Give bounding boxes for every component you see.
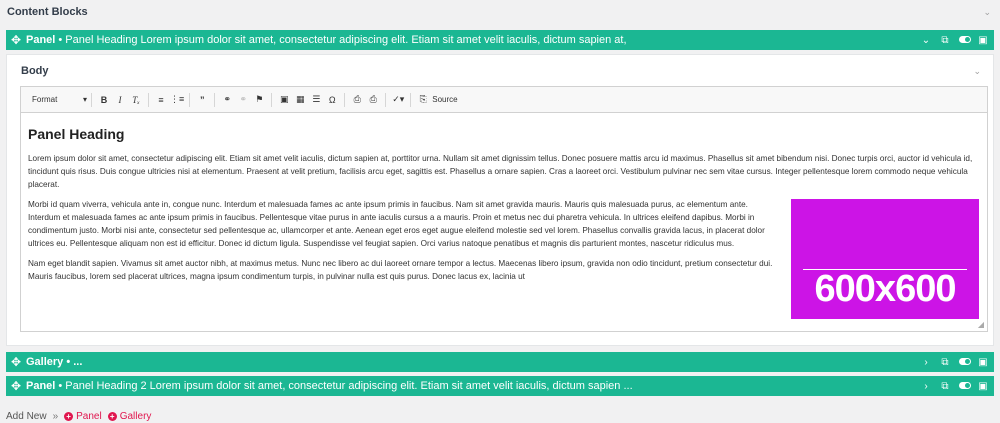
source-button[interactable]: Source [432,95,458,104]
table-icon[interactable]: ▦ [296,94,305,104]
editor-content[interactable] [21,114,987,319]
italic-button[interactable]: I [118,94,122,105]
trash-icon[interactable]: ▣ [978,356,988,368]
move-icon[interactable]: ✥ [10,379,22,393]
remove-format-button[interactable]: Tₓ [132,94,140,105]
spellcheck-icon[interactable]: ✓▾ [392,94,405,104]
divider [271,93,272,107]
paste-word-icon[interactable]: ⎙ [369,94,377,104]
add-panel-link[interactable]: Panel [76,411,102,422]
move-icon[interactable]: ✥ [10,355,22,369]
unlink-icon[interactable]: ⚭ [239,94,248,104]
horizontal-line-icon[interactable]: ☰ [312,94,321,104]
source-icon[interactable]: ⎘ [419,94,427,104]
add-new-label: Add New [6,411,47,422]
content-heading: Panel Heading [28,126,125,142]
link-icon[interactable]: ⚭ [223,94,232,104]
blockquote-button[interactable]: ” [200,94,205,105]
block-title: Panel [26,34,56,46]
content-blocks-header[interactable] [0,0,1000,24]
resize-handle-icon[interactable]: ◢ [977,320,984,329]
toggle-icon[interactable] [959,381,969,392]
duplicate-icon[interactable]: ⧉ [941,380,949,392]
block-bar-panel-1[interactable] [6,30,994,50]
block-bar-gallery[interactable] [6,352,994,372]
divider [385,93,386,107]
block-title: Panel [26,380,56,392]
toggle-icon[interactable] [959,357,969,368]
plus-circle-icon[interactable]: + [64,412,73,421]
toggle-icon[interactable] [959,35,969,46]
add-new-bar [6,411,157,422]
duplicate-icon[interactable]: ⧉ [941,356,949,368]
double-chevron-icon: » [52,411,59,422]
rich-text-editor[interactable] [20,86,988,332]
chevron-right-icon[interactable]: › [924,380,928,392]
trash-icon[interactable]: ▣ [978,34,988,46]
block-subtitle: • Panel Heading 2 Lorem ipsum dolor sit amet, consectetur adipiscing elit. Etiam sit amet velit iaculis, dictum sapien ... [58,380,633,392]
panel-body [6,54,994,346]
paste-text-icon[interactable]: ⎙ [353,94,361,104]
format-dropdown[interactable]: Format ▾ [27,95,87,104]
move-icon[interactable]: ✥ [10,33,22,47]
divider [189,93,190,107]
editor-toolbar [21,87,987,113]
paragraph-2: Morbi id quam viverra, vehicula ante in, congue nunc. Interdum et malesuada fames ac ante ipsum primis in faucibus. Nam sit amet gravida mauris. Mauris quis malesuada purus, ac elementum ante. Interdum et malesuada fames ac ante ipsum primis in faucibus. Pellentesque vitae purus in ante iaculis cursus a a mauris. Proin et metus nec dui pharetra vehicula. In ultrices eleifend dapibus. Morbi in condimentum justo. Morbi nisi ante, consectetur sed pellentesque ac, ullamcorper et ante. Aenean eget eros eget augue eleifend molestie sed vel lorem. Phasellus convallis gravida lacus, in placerat dolor ultrices eu. Pellentesque aliquam non est id efficitur. Donec id dictum ligula. Suspendisse vel feugiat sapien. Orci varius natoque penatibus et magnis dis parturient montes, nascetur ridiculus mus. [28,200,765,248]
paragraph-3: Nam eget blandit sapien. Vivamus sit amet auctor nibh, at maximus metus. Nunc nec libero ac dui laoreet ornare tempor a lectus. Maecenas libero ipsum, gravida non odio tincidunt, pretium consectetur dui. Mauris faucibus, lorem sed placerat ultrices, magna ipsum condimentum turpis, in pulvinar nulla est quis purus. Donec lacus ex, lacinia ut [28,259,773,281]
plus-circle-icon[interactable]: + [108,412,117,421]
trash-icon[interactable]: ▣ [978,380,988,392]
block-title: Gallery [26,356,64,368]
bulleted-list-button[interactable]: ⋮≡ [170,94,185,104]
numbered-list-button[interactable]: ≡ [158,94,164,105]
divider [410,93,411,107]
duplicate-icon[interactable]: ⧉ [941,34,949,46]
chevron-down-icon[interactable]: ⌄ [983,7,991,17]
block-subtitle: • Panel Heading Lorem ipsum dolor sit amet, consectetur adipiscing elit. Etiam sit amet velit iaculis, dictum sapien at, [58,34,627,46]
body-label: Body [21,65,49,77]
bold-button[interactable]: B [100,94,108,105]
paragraph-1: Lorem ipsum dolor sit amet, consectetur adipiscing elit. Etiam sit amet velit iaculis, dictum sapien at, porttitor urna. Nullam sit amet dignissim tellus. Donec posuere mattis arcu id maximus. Phasellus sit amet bibendum nisi. Donec turpis orci, auctor id vehicula id, tincidunt quis risus. Duis congue ultricies nisi at elementum. Praesent at velit pretium, facilisis arcu eget, sagittis est. Phasellus a ornare sapien. Cras a laoreet orci. Vestibulum pulvinar nec sem vitae cursus. Integer pellentesque lorem commodo neque vehicula placerat. [28,154,973,189]
chevron-down-icon[interactable]: ⌄ [973,66,981,76]
add-gallery-link[interactable]: Gallery [119,411,152,422]
block-bar-panel-2[interactable] [6,376,994,396]
chevron-down-icon[interactable]: ⌄ [921,34,931,46]
divider [214,93,215,107]
special-char-icon[interactable]: Ω [328,94,336,105]
divider [148,93,149,107]
image-text: 600x600 [814,268,956,310]
placeholder-image[interactable] [791,199,979,319]
chevron-right-icon[interactable]: › [924,356,928,368]
block-subtitle: • ... [66,356,83,368]
section-title: Content Blocks [7,6,88,18]
image-icon[interactable]: ▣ [280,94,289,104]
divider [344,93,345,107]
divider [91,93,92,107]
anchor-flag-icon[interactable]: ⚑ [255,94,264,104]
